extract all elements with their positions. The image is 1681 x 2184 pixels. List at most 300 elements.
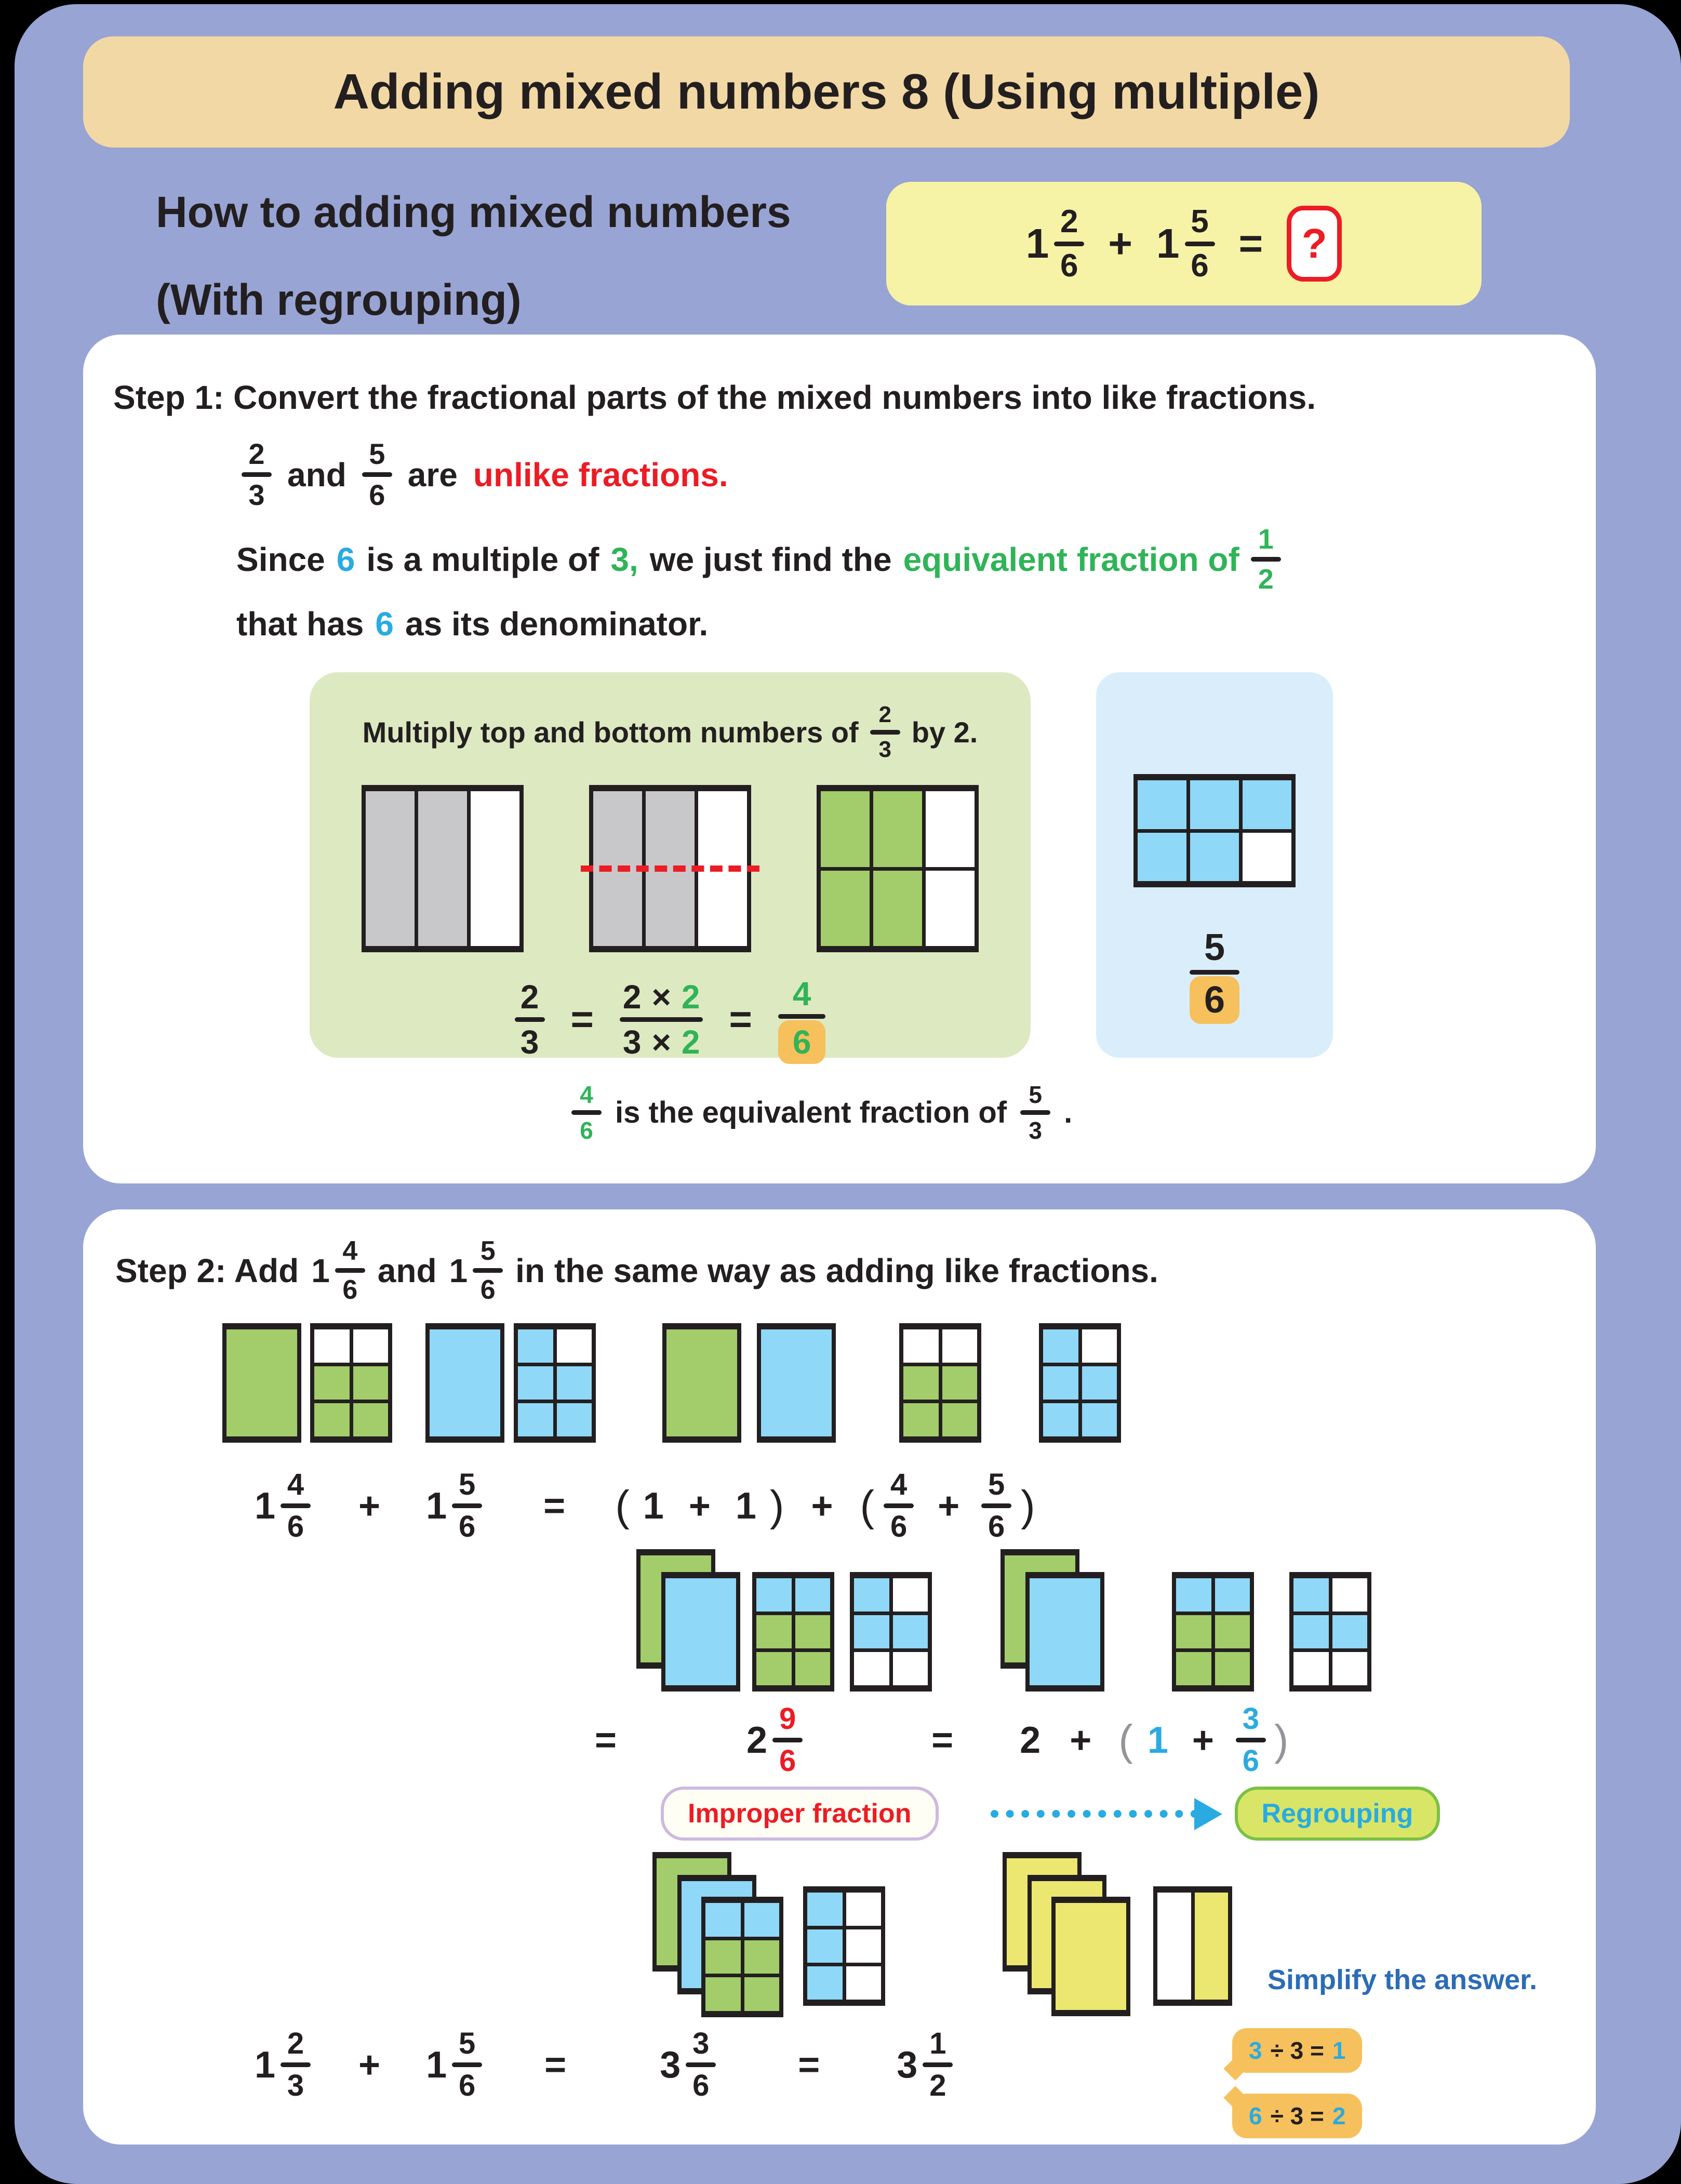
grid-cell-yellow	[1195, 1893, 1229, 2000]
labels-row	[661, 1787, 1596, 1841]
text: in the same way as adding like fractions.	[515, 1251, 1158, 1289]
grid-cell-blue	[1243, 780, 1291, 829]
fraction-denominator: 3	[1029, 1117, 1042, 1144]
fraction-numerator: 3	[692, 2027, 710, 2060]
divide-callout-numerator	[1232, 2028, 1362, 2073]
grid-cell-blue	[557, 1403, 592, 1436]
fraction-denominator: 6	[580, 1117, 593, 1144]
fraction	[362, 437, 392, 512]
whole-number: 2	[746, 1719, 768, 1761]
step2-equation2	[595, 1702, 1596, 1778]
fraction-denominator: 6	[287, 1510, 304, 1543]
grid-cell-green	[705, 1977, 741, 2011]
fraction-bar	[473, 1268, 503, 1273]
whole-number: 1	[255, 1485, 276, 1527]
fraction	[1251, 523, 1281, 595]
whole-number: 1	[255, 2044, 276, 2086]
three-wholes-stack-yellow	[1003, 1852, 1136, 2018]
grid-cell-white	[1243, 833, 1291, 882]
fraction-bar	[1185, 242, 1215, 246]
equivalence-equation	[310, 975, 1031, 1064]
fraction-bar	[778, 1014, 826, 1019]
fraction-numerator: 4	[792, 975, 811, 1013]
fraction	[473, 1235, 503, 1306]
grid-cell-blue	[1043, 1329, 1078, 1363]
fraction-numerator: 5	[459, 2027, 476, 2060]
fraction-numerator: 4	[890, 1468, 908, 1501]
grid-cell-blue	[518, 1403, 553, 1436]
fraction-bar	[362, 472, 392, 477]
number-3: 3,	[610, 540, 638, 578]
fraction-bar	[686, 2062, 716, 2067]
whole-rect-green	[222, 1323, 301, 1443]
number: 1	[1332, 2037, 1346, 2064]
simplify-note: Simplify the answer.	[1268, 1964, 1538, 1995]
grid-cell-blue	[1082, 1366, 1117, 1400]
grid-cell-blue	[756, 1578, 792, 1612]
model-four-sixths	[310, 1323, 392, 1443]
grid-cell-blue	[1332, 1615, 1368, 1648]
fraction-model-split	[589, 785, 751, 952]
fraction	[281, 2027, 311, 2103]
number: 2	[1332, 2102, 1346, 2129]
step2-equation3	[255, 2027, 1596, 2103]
grid-cell-blue	[1043, 1403, 1078, 1436]
unlike-fractions-text: unlike fractions.	[473, 456, 728, 494]
fraction-denominator: 6	[1242, 1744, 1260, 1778]
fraction-bar	[923, 2062, 953, 2067]
grid-cell-green	[821, 791, 870, 867]
grid-cell-white	[846, 1893, 882, 1926]
fraction-denominator: 2	[929, 2069, 946, 2102]
whole-number: 3	[660, 2044, 681, 2086]
plus-sign: +	[358, 1485, 381, 1527]
grid-cell-green	[353, 1403, 389, 1436]
whole-number: 1	[426, 1485, 447, 1527]
number: 1	[643, 1485, 664, 1527]
fraction-denominator: 6	[779, 1744, 796, 1778]
grid-cell-blue	[557, 1366, 592, 1400]
fraction	[981, 1468, 1011, 1544]
grid-cell-green	[1176, 1652, 1211, 1685]
fraction-model-four-sixths	[817, 785, 979, 952]
whole-rect-blue	[425, 1323, 504, 1443]
grid-cell-white	[903, 1329, 939, 1363]
fraction-bar	[1054, 242, 1084, 246]
fraction-bar	[870, 730, 900, 735]
question-mark: ?	[1301, 220, 1327, 267]
grid-cell-gray	[366, 791, 415, 946]
grid-cell-green	[903, 1403, 939, 1436]
model-five-sixths	[514, 1323, 596, 1443]
fraction-numerator: 1	[1258, 524, 1274, 555]
grid-cell-blue	[795, 1578, 831, 1612]
dashed-arrow-icon	[991, 1810, 1198, 1818]
mixed-number	[449, 1235, 503, 1306]
equals-sign: =	[729, 997, 752, 1042]
step2-heading	[83, 1209, 1596, 1306]
grid-cell-green	[873, 871, 922, 947]
improper-fraction-label: Improper fraction	[661, 1787, 939, 1841]
result-fraction	[778, 975, 826, 1064]
fraction	[1054, 204, 1084, 284]
model-four-sixths	[899, 1323, 981, 1443]
fraction-bar	[242, 472, 272, 477]
fraction-numerator	[620, 978, 703, 1016]
fraction-denominator: 6	[1190, 976, 1239, 1024]
equals-sign: =	[931, 1719, 954, 1761]
close-paren: )	[1274, 1715, 1289, 1764]
grid-cell-green	[756, 1652, 792, 1685]
header-subtitle-line2: (With regrouping)	[156, 275, 522, 324]
fraction	[515, 978, 545, 1061]
grid-cell-green	[942, 1403, 978, 1436]
text: are	[407, 456, 458, 494]
operation: ÷ 3 =	[1270, 2102, 1324, 2129]
grid-cell-white	[926, 791, 975, 867]
fraction-numerator: 1	[929, 2027, 946, 2060]
fraction-numerator: 2	[1060, 203, 1078, 239]
fraction-bar	[1190, 970, 1239, 975]
whole-number: 1	[311, 1251, 330, 1289]
grid-cell-blue	[807, 1929, 843, 1963]
plus-sign: +	[688, 1485, 711, 1527]
text: Multiply top and bottom numbers of	[362, 716, 859, 749]
number-6: 6	[336, 540, 355, 578]
fraction	[686, 2027, 716, 2103]
fraction-model-two-thirds	[362, 785, 524, 952]
grid-cell-white	[353, 1329, 389, 1363]
grid-cell-green	[756, 1615, 792, 1648]
fraction	[1020, 1081, 1050, 1144]
mixed-number	[255, 2027, 311, 2103]
model-three-sixths	[850, 1572, 932, 1692]
model-three-sixths	[1289, 1572, 1371, 1692]
fraction-numerator: 9	[779, 1702, 796, 1736]
fraction-numerator: 4	[580, 1081, 593, 1108]
blue-example-box	[1096, 672, 1333, 1058]
grid-cell-green	[1176, 1615, 1211, 1648]
fraction-denominator: 6	[342, 1275, 358, 1305]
fraction-numerator: 5	[1204, 927, 1225, 968]
grid-cell-white	[893, 1578, 928, 1612]
grid-cell-blue	[1138, 833, 1186, 882]
grid-cell-white	[846, 1966, 882, 2000]
improper-fraction	[772, 1702, 803, 1778]
grid-cell-blue	[1082, 1403, 1117, 1436]
fraction-bar	[335, 1268, 365, 1273]
fraction-bar	[452, 1503, 482, 1508]
text: we just find the	[649, 540, 892, 578]
mixed-number	[426, 2027, 482, 2103]
close-paren: )	[769, 1481, 784, 1530]
fraction-denominator: 6	[692, 2069, 710, 2102]
plus-sign: +	[1108, 220, 1132, 267]
plus-sign: +	[811, 1485, 833, 1527]
open-paren: (	[1118, 1715, 1133, 1764]
fraction-denominator: 3	[520, 1023, 539, 1061]
grid-cell-green	[1215, 1652, 1250, 1685]
fraction	[242, 437, 272, 512]
equals-sign: =	[595, 1719, 617, 1761]
fraction-numerator: 2	[520, 978, 539, 1016]
mixed-number-improper	[746, 1702, 803, 1778]
paragraph-line1	[236, 523, 1596, 595]
whole-number: 1	[1156, 220, 1180, 267]
text: .	[1064, 1096, 1073, 1129]
red-dashed-line	[581, 865, 759, 872]
grid-cell-blue	[1176, 1578, 1211, 1612]
fraction-bar	[1236, 1738, 1266, 1742]
header-subtitle	[156, 187, 791, 325]
grid-cell-blue	[807, 1893, 843, 1926]
fraction-denominator: 6	[1060, 247, 1078, 284]
equals-sign: =	[1238, 220, 1263, 267]
number: 1	[735, 1485, 756, 1527]
grid-cell-white	[471, 791, 519, 946]
grid-cell-blue	[1190, 833, 1239, 882]
model-full-six-sixths	[701, 1897, 783, 2017]
grid-cell-white	[942, 1329, 978, 1363]
text: Since	[236, 540, 325, 578]
plus-sign: +	[938, 1485, 960, 1527]
two-wholes-stack	[636, 1549, 743, 1693]
text: and	[287, 456, 346, 494]
step1-paragraph	[236, 523, 1596, 643]
fraction	[870, 701, 900, 763]
grid-cell-blue	[1293, 1578, 1329, 1612]
grid-cell-green	[942, 1366, 978, 1400]
fraction-numerator: 5	[459, 1468, 476, 1501]
fraction-denominator: 6	[480, 1275, 496, 1305]
text: by 2.	[911, 716, 978, 749]
text: is a multiple of	[366, 540, 599, 578]
whole-number: 3	[897, 2044, 918, 2086]
whole-rect-green	[662, 1323, 741, 1443]
whole-number: 1	[426, 2044, 447, 2086]
fraction-numerator: 2	[248, 437, 265, 470]
times-sign: ×	[651, 978, 671, 1016]
fraction	[923, 2027, 953, 2103]
product-fraction	[620, 978, 703, 1061]
grid-cell-white	[1293, 1652, 1329, 1685]
step1-boxes-row	[310, 672, 1596, 1061]
step1-heading: Step 1: Convert the fractional parts of the mixed numbers into like fractions.	[113, 379, 1316, 416]
grid-cell-green	[314, 1403, 350, 1436]
model-three-sixths-column	[803, 1886, 885, 2006]
grid-cell-blue	[705, 1903, 741, 1937]
times-sign: ×	[651, 1023, 671, 1061]
number: 6	[1249, 2102, 1262, 2129]
three-wholes-stack	[652, 1852, 785, 2018]
fraction-bar	[620, 1017, 703, 1022]
fraction-bar	[772, 1738, 803, 1742]
fraction-denominator: 3	[287, 2069, 304, 2102]
whole-rect-yellow	[1051, 1897, 1130, 2016]
number: 2	[1020, 1719, 1041, 1761]
fraction-numerator: 4	[287, 1468, 304, 1501]
fraction-numerator: 2	[878, 702, 891, 727]
grid-cell-blue	[518, 1366, 553, 1400]
two-wholes-stack	[1000, 1549, 1107, 1693]
model-five-sixths	[1039, 1323, 1121, 1443]
mixed-number	[311, 1235, 365, 1306]
grid-cell-white	[893, 1652, 928, 1685]
grid-cell-white	[854, 1652, 889, 1685]
grid-cell-green	[744, 1940, 780, 1974]
page-background	[15, 4, 1681, 2184]
mixed-number	[1156, 204, 1215, 284]
grid-cell-white	[1332, 1578, 1368, 1612]
fraction	[452, 2027, 482, 2103]
step2-equation1	[255, 1468, 1596, 1544]
whole-rect-blue	[661, 1572, 740, 1692]
fraction-denominator: 6	[369, 478, 385, 511]
model-full-six-sixths	[1172, 1572, 1254, 1692]
equals-sign: =	[543, 1485, 566, 1527]
fraction-denominator: 6	[988, 1510, 1005, 1543]
grid-cell-blue	[854, 1578, 889, 1612]
step1-unlike-line	[242, 437, 1596, 512]
grid-cell-blue	[744, 1903, 780, 1937]
plus-sign: +	[1192, 1719, 1214, 1761]
fraction-denominator: 6	[778, 1020, 826, 1064]
grid-cell-green	[873, 791, 922, 867]
fraction-bar	[1251, 557, 1281, 562]
fraction	[571, 1081, 602, 1144]
grid-cell-white	[846, 1929, 882, 1963]
fraction-bar	[1020, 1110, 1050, 1115]
step1-conclusion	[571, 1081, 1596, 1144]
fraction-numerator: 4	[342, 1236, 358, 1266]
operation: ÷ 3 =	[1270, 2037, 1324, 2064]
grid-cell-blue	[1138, 780, 1186, 829]
fraction-denominator: 6	[890, 1510, 908, 1543]
grid-cell-green	[795, 1615, 831, 1648]
grid-cell-blue	[893, 1615, 928, 1648]
header-subtitle-line1: How to adding mixed numbers	[156, 188, 791, 236]
open-paren: (	[860, 1481, 875, 1530]
step2-panel	[83, 1209, 1596, 2145]
whole-rect-blue	[757, 1323, 836, 1443]
fraction-denominator: 6	[459, 2069, 476, 2102]
fraction-numerator: 5	[1191, 203, 1209, 239]
close-paren: )	[1021, 1481, 1035, 1530]
grid-cell-blue	[807, 1966, 843, 2000]
grid-cell-white	[1157, 1893, 1191, 2000]
grid-cell-gray	[418, 791, 467, 946]
text: as its denominator.	[405, 605, 709, 643]
number: 3	[1249, 2037, 1262, 2064]
fraction-bar	[571, 1110, 602, 1115]
page-title: Adding mixed numbers 8 (Using multiple)	[333, 64, 1320, 119]
factor: 2	[681, 1023, 700, 1061]
grid-cell-blue	[518, 1329, 553, 1363]
fraction-bar	[452, 2062, 482, 2067]
grid-cell-blue	[1043, 1366, 1078, 1400]
plus-sign: +	[1070, 1719, 1092, 1761]
mixed-number	[660, 2027, 716, 2103]
fraction	[1236, 1702, 1266, 1778]
grid-cell-white	[1332, 1652, 1368, 1685]
grid-cell-green	[353, 1366, 389, 1400]
fraction-denominator: 2	[1258, 564, 1274, 595]
fraction	[1190, 927, 1239, 1024]
fraction-denominator: 3	[248, 478, 265, 511]
grid-cell-blue	[1215, 1578, 1250, 1612]
mixed-number	[426, 1468, 482, 1544]
factor: 2	[622, 978, 642, 1016]
regrouped-one: 1	[1147, 1719, 1168, 1761]
whole-rect-blue	[1025, 1572, 1104, 1692]
open-paren: (	[615, 1481, 630, 1530]
fraction-bar	[884, 1503, 914, 1508]
fraction	[335, 1235, 365, 1306]
factor: 3	[622, 1023, 642, 1061]
fraction-denominator: 3	[878, 737, 891, 762]
grid-cell-green	[744, 1977, 780, 2011]
mixed-number	[255, 1468, 311, 1544]
grid-cell-blue	[1190, 780, 1239, 829]
problem-formula-box	[886, 182, 1482, 305]
answer-box	[1287, 206, 1342, 282]
fraction	[1185, 204, 1215, 284]
mixed-number-answer	[897, 2027, 953, 2103]
equivalent-fraction-text: equivalent fraction of	[903, 540, 1239, 578]
grid-cell-green	[903, 1366, 939, 1400]
divide-callout-denominator	[1232, 2094, 1362, 2138]
grid-cell-green	[795, 1652, 831, 1685]
equals-sign: =	[570, 997, 594, 1042]
grid-cell-white	[314, 1329, 350, 1363]
whole-number: 1	[449, 1251, 468, 1289]
whole-number: 1	[1025, 220, 1049, 267]
equals-sign: =	[798, 2044, 820, 2086]
grid-cell-white	[557, 1329, 592, 1363]
fraction	[452, 1468, 482, 1544]
fraction-bar	[515, 1017, 545, 1022]
grid-cell-green	[705, 1940, 741, 1974]
fraction-bar	[281, 1503, 311, 1508]
fraction-numerator: 3	[1242, 1702, 1260, 1736]
green-box-caption	[310, 701, 1031, 763]
fraction-denominator: 6	[1191, 247, 1209, 284]
fraction-model-five-sixths	[1133, 774, 1296, 887]
fraction-denominator	[620, 1023, 703, 1061]
plus-sign: +	[358, 2044, 381, 2086]
fraction-models-row	[310, 785, 1031, 952]
factor: 2	[681, 978, 700, 1016]
fraction-numerator: 5	[988, 1468, 1005, 1501]
regrouping-label: Regrouping	[1235, 1787, 1440, 1841]
fraction	[884, 1468, 914, 1544]
text: and	[377, 1251, 437, 1289]
title-bar	[83, 36, 1570, 148]
equals-sign: =	[544, 2044, 567, 2086]
grid-cell-blue	[854, 1615, 889, 1648]
grid-cell-white	[926, 871, 975, 947]
fraction-bar	[281, 2062, 311, 2067]
green-explainer-box	[310, 672, 1031, 1061]
fraction	[281, 1468, 311, 1544]
grid-cell-green	[821, 871, 870, 947]
text: is the equivalent fraction of	[615, 1096, 1007, 1129]
fraction-bar	[981, 1503, 1011, 1508]
text: Step 2: Add	[115, 1251, 299, 1289]
text: that has	[236, 605, 364, 643]
number-6: 6	[375, 605, 394, 643]
grid-cell-green	[314, 1366, 350, 1400]
